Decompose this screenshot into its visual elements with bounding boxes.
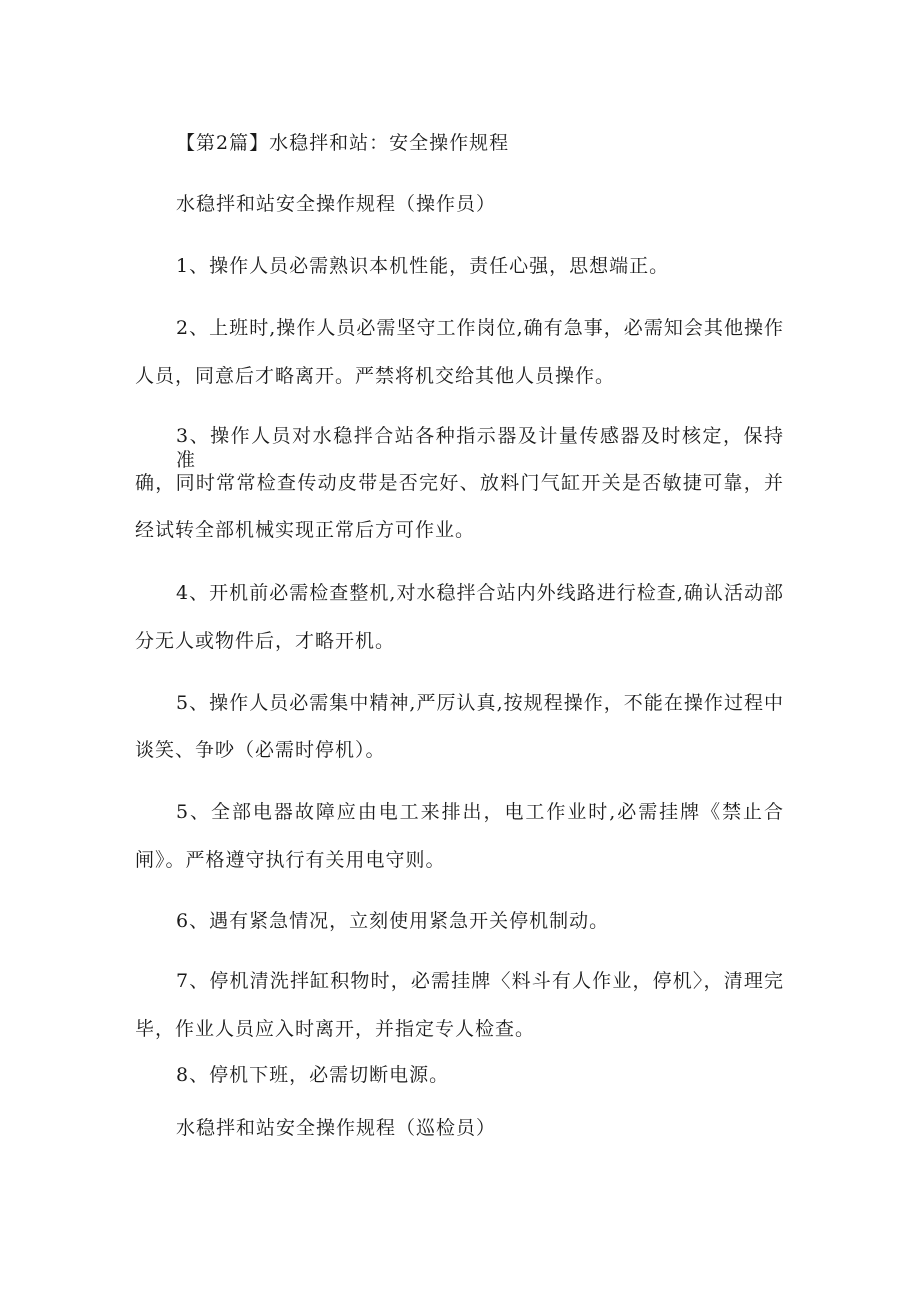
subtitle-operator: 水稳拌和站安全操作规程（操作员） (176, 193, 497, 215)
item-5-line-1: 5、操作人员必需集中精神,严厉认真,按规程操作，不能在操作过程中 (176, 692, 784, 714)
item-5-line-2: 谈笑、争吵（必需时停机）。 (135, 739, 386, 761)
item-5b-line-1: 5、全部电器故障应由电工来排出，电工作业时,必需挂牌《禁止合 (176, 801, 784, 823)
item-3-line-1: 3、操作人员对水稳拌合站各种指示器及计量传感器及时核定，保持准 (176, 425, 784, 471)
item-8-line-1: 8、停机下班，必需切断电源。 (176, 1064, 450, 1086)
item-4-line-2: 分无人或物件后，才略开机。 (135, 630, 396, 652)
item-5b-line-2: 闸》。严格遵守执行有关用电守则。 (135, 849, 446, 871)
item-7-line-1: 7、停机清洗拌缸积物时，必需挂牌〈料斗有人作业，停机〉，清理完 (176, 970, 784, 992)
item-4-line-1: 4、开机前必需检查整机,对水稳拌合站内外线路进行检查,确认活动部 (176, 582, 784, 604)
section-heading: 【第2篇】水稳拌和站：安全操作规程 (176, 132, 510, 154)
item-7-line-2: 毕，作业人员应入时离开，并指定专人检查。 (135, 1018, 536, 1040)
item-6-line-1: 6、遇有紧急情况，立刻使用紧急开关停机制动。 (176, 910, 610, 932)
subtitle-inspector: 水稳拌和站安全操作规程（巡检员） (176, 1117, 497, 1139)
item-2-line-2: 人员，同意后才略离开。严禁将机交给其他人员操作。 (135, 365, 616, 387)
item-3-line-3: 经试转全部机械实现正常后方可作业。 (135, 519, 476, 541)
item-2-line-1: 2、上班时,操作人员必需坚守工作岗位,确有急事，必需知会其他操作 (176, 317, 784, 339)
item-1-line-1: 1、操作人员必需熟识本机性能，责任心强，思想端正。 (176, 255, 670, 277)
item-3-line-2: 确，同时常常检查传动皮带是否完好、放料门气缸开关是否敏捷可靠，并 (135, 472, 784, 494)
